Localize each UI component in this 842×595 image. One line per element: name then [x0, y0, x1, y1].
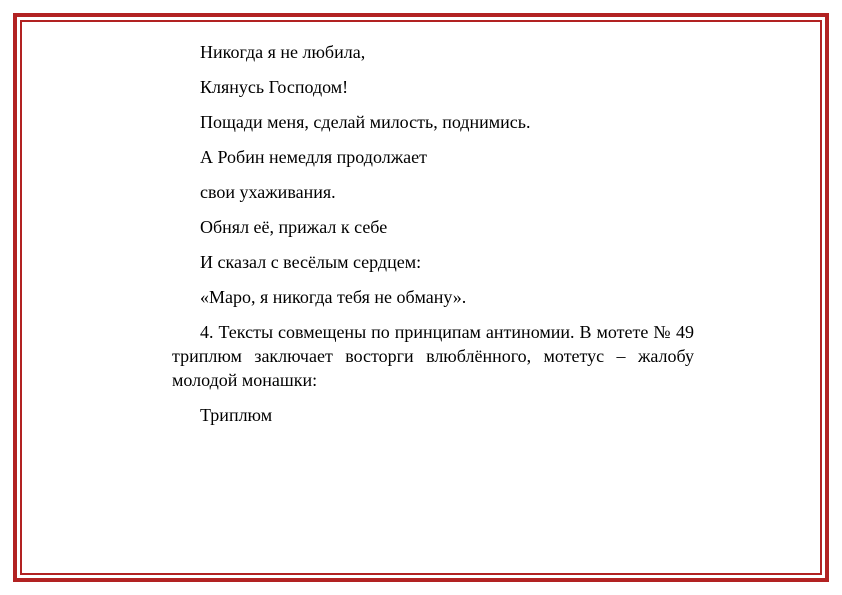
verse-line-4: А Робин немедля продолжает — [200, 147, 427, 167]
document-text — [172, 40, 694, 438]
verse-line-1: Никогда я не любила, — [200, 42, 366, 62]
verse-line-7: И сказал с весёлым сердцем: — [200, 252, 422, 272]
verse-line-6: Обнял её, прижал к себе — [200, 217, 388, 237]
section-heading-triplum: Триплюм — [200, 405, 273, 425]
verse-line-5: свои ухаживания. — [200, 182, 336, 202]
verse-line-8: «Маро, я никогда тебя не обману». — [200, 287, 467, 307]
verse-line-2: Клянусь Господом! — [200, 77, 349, 97]
body-paragraph: 4. Тексты совмещены по принципам антиномии. В мотете № 49 триплюм заключает восторги влюблённого, мотетус – жалобу молодой монашки: — [172, 322, 694, 390]
verse-line-3: Пощади меня, сделай милость, поднимись. — [200, 112, 531, 132]
